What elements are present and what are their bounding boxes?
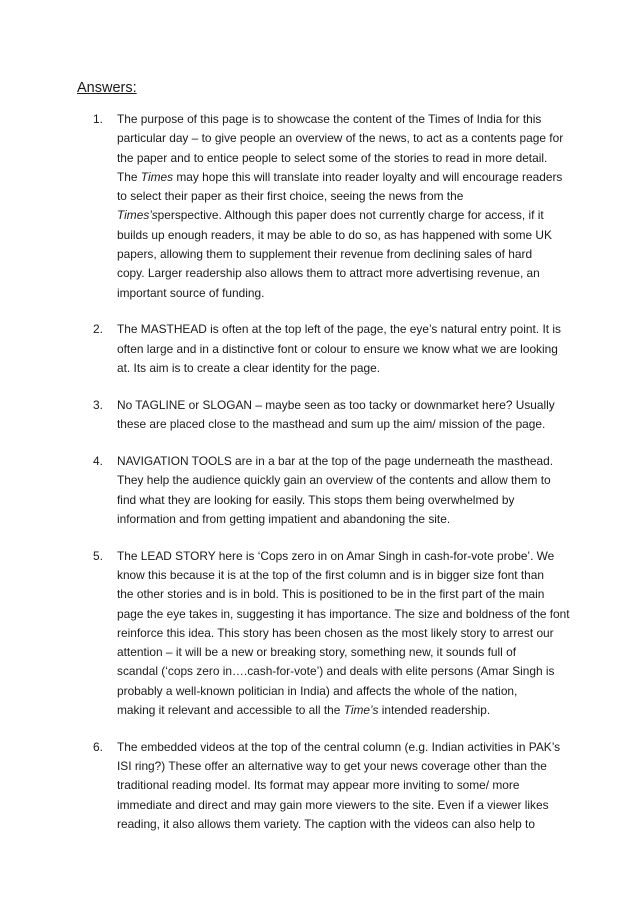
answer-text-line: important source of funding. [117,285,265,300]
text-segment: may hope this will translate into reader loyalty and will encourage readers [173,169,563,184]
answers-list [77,110,569,852]
answer-text-line [117,701,569,720]
answer-text-line: reading, it also allows them variety. The caption with the videos can also help to [117,817,535,831]
answer-text-line: immediate and direct and may gain more viewers to the site. Even if a viewer likes [117,797,549,812]
answer-text-line: know this because it is at the top of the first column and is in bigger size font than [117,567,544,582]
answer-text-line: attention – it will be a new or breaking story, something new, it sounds full of [117,645,516,660]
answer-text-line: builds up enough readers, it may be able to do so, as has happened with some UK [117,227,552,242]
answer-text-line: reinforce this idea. This story has been chosen as the most likely story to arrest our [117,625,554,640]
answer-number: 1. [93,112,103,126]
answer-number: 5. [93,548,103,563]
answer-number: 4. [93,453,103,468]
answer-text-line: the paper and to entice people to select some of the stories to read in more detail. [117,150,548,165]
answer-number: 2. [93,322,103,337]
answer-text [117,738,569,834]
answer-item [77,452,569,529]
answer-item [77,547,569,721]
text-segment: The [117,169,141,184]
answer-text-line: probably a well-known politician in India) and affects the whole of the nation, [117,683,518,698]
answer-text [117,396,569,435]
answer-item [77,320,569,378]
answer-text [117,547,569,721]
answer-text-line: They help the audience quickly gain an overview of the contents and allow them to [117,473,551,488]
answer-text [117,320,569,378]
answer-text-line: scandal (‘cops zero in….cash-for-vote’) and deals with elite persons (Amar Singh is [117,664,555,679]
answer-text-line: papers, allowing them to supplement their revenue from declining sales of hard [117,247,533,262]
answer-number: 3. [93,397,103,412]
text-segment: intended readership. [378,703,491,718]
answer-text-line: copy. Larger readership also allows them to attract more advertising revenue, an [117,266,540,281]
answer-text-line: The MASTHEAD is often at the top left of the page, the eye’s natural entry point. It is [117,322,561,337]
answer-text-line: ISI ring?) These offer an alternative way to get your news coverage other than the [117,759,547,774]
answer-text-line [117,168,569,187]
answer-text-line: to select their paper as their first choice, seeing the news from the [117,189,464,204]
answer-text [117,110,569,303]
text-segment: perspective. Although this paper does not currently charge for access, if it [157,208,544,223]
answer-text-line: The embedded videos at the top of the central column (e.g. Indian activities in PAK’s [117,739,561,754]
answer-text-line: often large and in a distinctive font or colour to ensure we know what we are looking [117,341,558,356]
answer-text-line: page the eye takes in, suggesting it has importance. The size and boldness of the font [117,606,570,621]
answer-number: 6. [93,739,103,754]
answer-text-line: particular day – to give people an overview of the news, to act as a contents page for [117,131,564,146]
italic-publication-name: Time’s [343,703,379,718]
answer-text-line: The LEAD STORY here is ‘Cops zero in on Amar Singh in cash-for-vote probe’. We [117,548,555,563]
answer-item [77,738,569,834]
answer-text-line: The purpose of this page is to showcase the content of the Times of India for this [117,112,542,126]
answer-text-line: traditional reading model. Its format may appear more inviting to some/ more [117,778,520,793]
answer-text-line: at. Its aim is to create a clear identity for the page. [117,361,381,376]
text-segment: making it relevant and accessible to all the [117,703,344,718]
answer-text-line: these are placed close to the masthead and sum up the aim/ mission of the page. [117,417,546,432]
italic-publication-name: Times [140,169,174,184]
answer-text-line: NAVIGATION TOOLS are in a bar at the top of the page underneath the masthead. [117,453,554,468]
answer-text-line: find what they are looking for easily. This stops them being overwhelmed by [117,492,515,507]
answer-text-line: the other stories and is in bold. This is positioned to be in the first part of the main [117,587,545,602]
italic-publication-name: Times’s [117,208,158,223]
answer-text [117,452,569,529]
answers-heading: Answers: [77,80,137,96]
answer-text-line: information and from getting impatient and abandoning the site. [117,511,451,526]
answer-text-line: No TAGLINE or SLOGAN – maybe seen as too tacky or downmarket here? Usually [117,397,555,412]
answer-text-line [117,206,569,225]
answer-item [77,396,569,435]
answer-item [77,110,569,303]
